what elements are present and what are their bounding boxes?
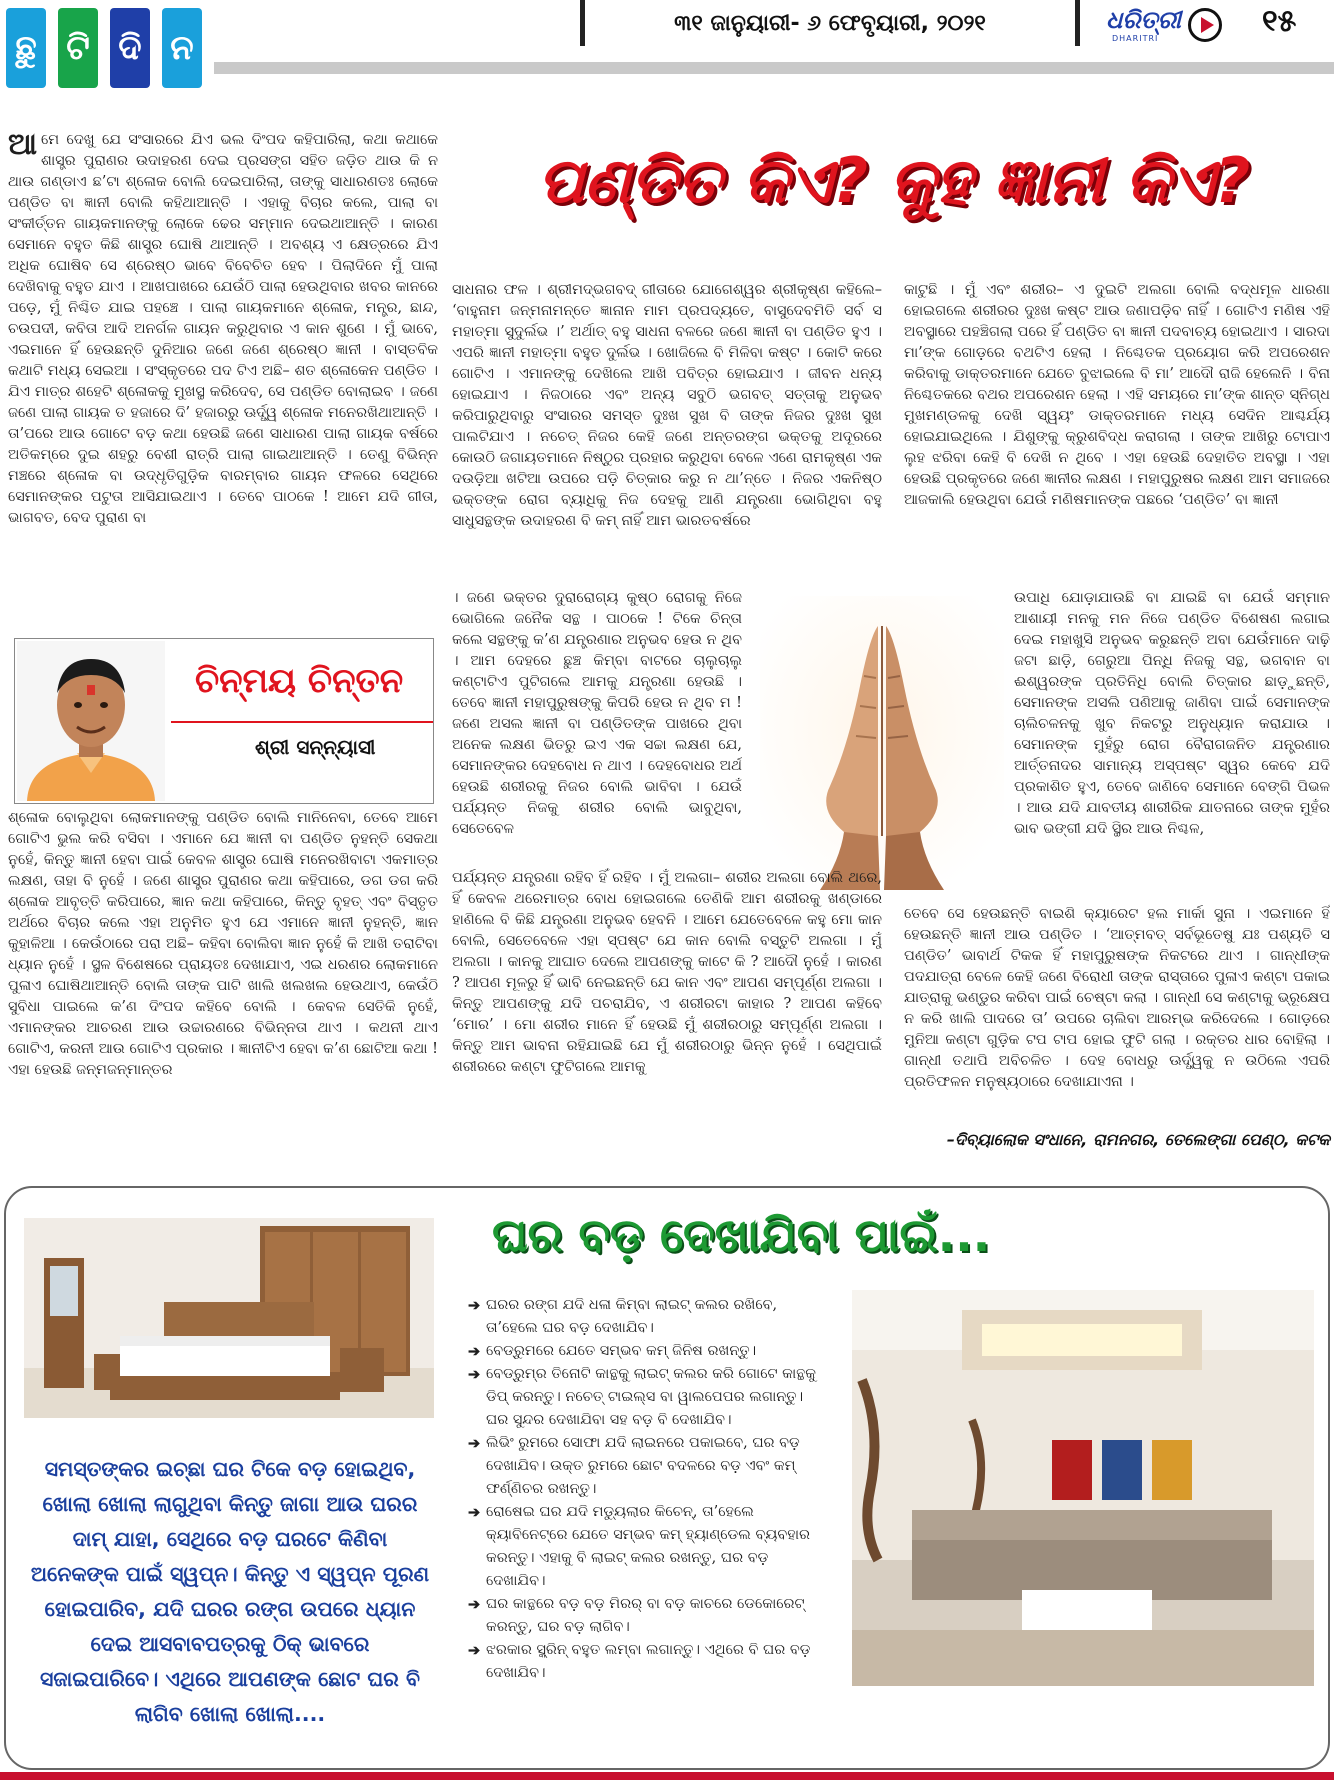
brand-logo-sub: DHARITRI [1112,34,1159,43]
article-text: ପର୍ଯ୍ୟନ୍ତ ଯନ୍ତ୍ରଣା ରହିବ ହିଁ ରହିବ । ମୁଁ ଅଲଗା– ଶରୀର ଅଲଗା ବୋଲି ଥରେ, ହିଁ କେବଳ ଥରେମାତ୍ର ବୋଧ ହୋଇଗଲେ ତେଣିକି ଆମ ଶରୀରକୁ ଖଣ୍ଡାରେ ହାଣିଲେ ବି କିଛି ଯନ୍ତ୍ରଣା ଅନୁଭବ ହେବନି । ଆମେ ଯେତେବେଳେ କହୁ ମୋ କାନ ବୋଲି, ସେତେବେଳେ ଏହା ସ୍ପଷ୍ଟ ଯେ କାନ ବୋଲି ବସ୍ତୁଟି ଅଲଗା । ମୁଁ ଅଲଗା । କାନକୁ ଆଘାତ ଦେଲେ ଆପଣଙ୍କୁ କାଟେ କି ? ଆଦୌ ନୁହେଁ । କାରଣ ? ଆପଣ ମୂଳରୁ ହିଁ ଭାବି ନେଇଛନ୍ତି ଯେ କାନ ଏବଂ ଆପଣ ସମ୍ପୂର୍ଣ୍ଣ ଅଲଗା । କିନ୍ତୁ ଆପଣଙ୍କୁ ଯଦି ପଚରାଯିବ, ଏ ଶରୀରଟା କାହାର ? ଆପଣ କହିବେ ‘ମୋର’ । ମୋ ଶରୀର ମାନେ ହିଁ ହେଉଛି ମୁଁ ଶରୀରଠାରୁ ସମ୍ପୂର୍ଣ୍ଣ ଅଲଗା । କିନ୍ତୁ ଆମ ଭାବନା ରହିଯାଇଛି ଯେ ମୁଁ ଶରୀରଠାରୁ ଭିନ୍ନ ନୁହେଁ । ସେଥିପାଇଁ ଶରୀରରେ କଣ୍ଟା ଫୁଟିଗଲେ ଆମକୁ [452,870,882,1075]
list-item: ➔ ଲିଭିଂ ରୁମରେ ସୋଫା ଯଦି ଲାଇନରେ ପକାଇବେ, ଘର ବଡ଼ ଦେଖାଯିବ। ଉକ୍ତ ରୁମରେ ଛୋଟ ବଦଳରେ ବଡ଼ ଏବଂ କମ୍ ଫର୍ଣ୍ଣିଚର ରଖନ୍ତୁ। [468,1432,828,1501]
feature-title: ଘର ବଡ଼ ଦେଖାଯିବା ପାଇଁ... [492,1208,991,1262]
article-text: । ଜଣେ ଭକ୍ତର ଦୁରାରୋଗ୍ୟ କୁଷ୍ଠ ରୋଗକୁ ନିଜେ ଭୋଗିଲେ ଜନୈକ ସନ୍ଥ । ପାଠକେ ! ଟିକେ ଚିନ୍ତା କଲେ ସନ୍ଥଙ୍କୁ କ’ଣ ଯନ୍ତ୍ରଣାର ଅନୁଭବ ହେଉ ନ ଥିବ । ଆମ ଦେହରେ ଛୁଞ୍ଚ କିମ୍ବା ବାଟରେ ଚାଲୁଚାଲୁ କଣ୍ଟାଟିଏ ପୁଟିଗଲେ ଆମକୁ ଯନ୍ତ୍ରଣା ହେଉଛି । ତେବେ ଜ୍ଞାନୀ ମହାପୁରୁଷଙ୍କୁ କିପରି ହେଉ ନ ଥିବ ମ ! ଜଣେ ଅସଲ ଜ୍ଞାନୀ ବା ପଣ୍ଡିତଙ୍କ ପାଖରେ ଥିବା ଅନେକ ଲକ୍ଷଣ ଭିତରୁ ଇଏ ଏକ ସଚ୍ଚା ଲକ୍ଷଣ ଯେ, ସେମାନଙ୍କର ଦେହବୋଧ ନ ଥାଏ । ଦେହବୋଧର ଅର୍ଥ ହେଉଛି ଶରୀରକୁ ନିଜର ବୋଲି ଭାବିବା । ଯେଉଁ ପର୍ଯ୍ୟନ୍ତ ନିଜକୁ ଶରୀର ବୋଲି ଭାବୁଥିବା, ସେତେବେଳ [452,590,742,837]
article-text: ଶ୍ଳୋକ ବୋଲୁଥିବା ଲୋକମାନଙ୍କୁ ପଣ୍ଡିତ ବୋଲି ମାନିନେବା, ତେବେ ଆମେ ଗୋଟିଏ ଭୁଲ କରି ବସିବା । ଏମାନେ ଯେ ଜ୍ଞାନୀ ବା ପଣ୍ଡିତ ନୁହନ୍ତି ସେକଥା ନୁହେଁ, କିନ୍ତୁ ଜ୍ଞାନୀ ହେବା ପାଇଁ କେବଳ ଶାସ୍ତ୍ର ଘୋଷି ମନେରଖିବାଟା ଏକମାତ୍ର ଲକ୍ଷଣ, ତାହା ବି ନୁହେଁ । ଜଣେ ଶାସ୍ତ୍ର ପୁରାଣର କଥା କହିପାରେ, ଡଗ ଡଗ କରି ଶ୍ଳୋକ ଆବୃତ୍ତି କରିପାରେ, ଜ୍ଞାନ କଥା କହିପାରେ, କିନ୍ତୁ ବୃହତ୍ ଏବଂ ବିସ୍ତୃତ ଅର୍ଥରେ ବିଚାର କଲେ ଏହା ଅନୁମିତ ହୁଏ ଯେ ଏମାନେ ଜ୍ଞାନୀ ନୁହନ୍ତି, ଜ୍ଞାନ କୁହାଳିଆ । କେଉଁଠାରେ ପରା ଅଛି– କହିବା ବୋଲିବା ଜ୍ଞାନ ନୁହେଁ କି ଆଖି ତରାଟିବା ଧ୍ୟାନ ନୁହେଁ । ସ୍ଥଳ ବିଶେଷରେ ପ୍ରାୟତଃ ଦେଖାଯାଏ, ଏଇ ଧରଣର ଲୋକମାନେ ପୁଳାଏ ଘୋଷିଥାଆନ୍ତି ବୋଲି ତାଙ୍କ ପାଟି ଖାଲି ଖଲଖଲ ହେଉଥାଏ, କେଉଁଠି ସୁବିଧା ପାଇଲେ କ’ଣ ଦିଂପଦ କହିବେ ବୋଲି । କେବଳ ସେତିକି ନୁହେଁ, ଏମାନଙ୍କର ଆଚରଣ ଆଉ ଉଚ୍ଚାରଣରେ ବିଭିନ୍ନତା ଥାଏ । କଥନୀ ଥାଏ ଗୋଟିଏ, କରନୀ ଆଉ ଗୋଟିଏ ପ୍ରକାର । ଜ୍ଞାନୀଟିଏ ହେବା କ’ଣ ଛୋଟିଆ କଥା ! ଏହା ହେଉଛି ଜନ୍ମଜନ୍ମାନ୍ତର [8,810,438,1078]
author-photo [17,641,165,801]
arrow-icon: ➔ [468,1343,481,1360]
section-tile-1: ଛୁ [6,8,46,88]
column-byline [14,638,434,804]
arrow-icon: ➔ [468,1504,481,1521]
feature-box [4,1186,1330,1770]
footer-bar [0,1772,1334,1780]
arrow-icon: ➔ [468,1642,481,1659]
header-rule [214,62,1334,74]
play-icon [1188,8,1222,42]
section-tile-2: ଟି [58,8,98,88]
article-column-right-2 [1014,588,1330,906]
list-item: ➔ ଘରର ରଙ୍ଗ ଯଦି ଧଳା କିମ୍ବା ଲାଇଟ୍ କଲର ରଖିବେ, ତା’ହେଲେ ଘର ବଡ଼ ଦେଖାଯିବ। [468,1294,828,1340]
bedroom-image [24,1218,434,1418]
article-signature: –ଦିବ୍ୟାଲୋକ ସଂଧାନେ, ରାମନଗର, ତେଲେଙ୍ଗା ପେଣ୍ଠ, କଟକ [946,1130,1330,1149]
issue-date: ୩୧ ଜାନୁୟାରୀ- ୬ ଫେବୃୟାରୀ, ୨୦୨୧ [580,0,1080,46]
article-column-left-2 [8,808,438,1160]
column-name: ଚିନ୍ମୟ ଚିନ୍ତନ [195,661,404,701]
article-text: କାଟୁଛି । ମୁଁ ଏବଂ ଶରୀର– ଏ ଦୁଇଟି ଅଲଗା ବୋଲି ବଦ୍ଧମୂଳ ଧାରଣା ହୋଇଗଲେ ଶରୀରର ଦୁଃଖ କଷ୍ଟ ଆଉ ଜଣାପଡ଼ିବ ନାହିଁ । ଗୋଟିଏ ମଣିଷ ଏହି ଅବସ୍ଥାରେ ପହଞ୍ଚିଗଲା ପରେ ହିଁ ପଣ୍ଡିତ ବା ଜ୍ଞାନୀ ପଦବାଚ୍ୟ ହୋଇଥାଏ । ସାରଦା ମା’ଙ୍କ ଗୋଡ଼ରେ ବଥଟିଏ ହେଲା । ନିଶ୍ଚେତକ ପ୍ରୟୋଗ କରି ଅପରେଶନ କରିବାକୁ ଡାକ୍ତରମାନେ ଯେତେ ବୁଝାଇଲେ ବି ମା’ ଆଦୌ ରାଜି ହେଲେନି । ବିନା ନିଶ୍ଚେତକରେ ବଥର ଅପରେଶନ ହେଲା । ଏହି ସମୟରେ ମା’ଙ୍କ ଶାନ୍ତ ସ୍ନିଗ୍ଧ ମୁଖମଣ୍ଡଳକୁ ଦେଖି ସ୍ୱୟଂ ଡାକ୍ତରମାନେ ମଧ୍ୟ ସେଦିନ ଆଶ୍ଚର୍ଯ୍ୟ ହୋଇଯାଇଥିଲେ । ଯିଶୁଙ୍କୁ କ୍ରୁଶବିଦ୍ଧ କରାଗଲା । ତାଙ୍କ ଆଖିରୁ ଟୋପାଏ ଲୁହ ଝରିବା କେହି ବି ଦେଖି ନ ଥିବେ । ଏହା ହେଉଛି ଦେହାତିତ ଅବସ୍ଥା । ଏହା ହେଉଛି ପ୍ରକୃତରେ ଜଣେ ଜ୍ଞାନୀର ଲକ୍ଷଣ । ମହାପୁରୁଷର ଲକ୍ଷଣ ଆମ ସମାଜରେ ଆଜକାଲି ହେଉଥିବା ଯେଉଁ ମଣିଷମାନଙ୍କ ପଛରେ ‘ପଣ୍ଡିତ’ ବା ଜ୍ଞାନୀ [904,282,1330,508]
brand-logo: ଧରିତ୍ରୀ [1106,6,1181,34]
list-item: ➔ ବେଡ୍‌ରୁମ୍‌ର ତିନୋଟି କାନ୍ଥକୁ ଲାଇଟ୍ କଲର କରି ଗୋଟେ କାନ୍ଥକୁ ଡିପ୍ କରନ୍ତୁ। ନଚେତ୍ ଟାଇଲ୍ସ ବା ୱାଲପେପର ଲଗାନ୍ତୁ। ଘର ସୁନ୍ଦର ଦେଖାଯିବା ସହ ବଡ଼ ବି ଦେଖାଯିବ। [468,1363,828,1432]
article-text: ମେ ଦେଖୁ ଯେ ସଂସାରରେ ଯିଏ ଭଲ ଦିଂପଦ କହିପାରିଲା, କଥା କଥାକେ ଶାସ୍ତ୍ର ପୁରାଣର ଉଦାହରଣ ଦେଇ ପ୍ରସଙ୍ଗ ସହିତ ଜଡ଼ିତ ଥାଉ କି ନ ଥାଉ ଗଣ୍ଡାଏ ଛ’ଟା ଶ୍ଳୋକ ବୋଲି ଦେଇପାରିଲା, ତାଙ୍କୁ ସାଧାରଣତଃ ଲୋକେ ପଣ୍ଡିତ ବା ଜ୍ଞାନୀ ବୋଲି କହିଥାଆନ୍ତି । ଏହାକୁ ବିଚାର କଲେ, ପାଲା ବା ସଂକୀର୍ତ୍ତନ ଗାୟକମାନଙ୍କୁ ଲୋକେ ଢେର ସମ୍ମାନ ଦେଇଥାଆନ୍ତି । କାରଣ ସେମାନେ ବହୁତ କିଛି ଶାସ୍ତ୍ର ଘୋଷି ଥାଆନ୍ତି । ଅବଶ୍ୟ ଏ କ୍ଷେତ୍ରରେ ଯିଏ ଅଧିକ ଘୋଷିବ ସେ ଶ୍ରେଷ୍ଠ ଭାବେ ବିବେଚିତ ହେବ । ପିଲାଦିନେ ମୁଁ ପାଲା ଦେଖିବାକୁ ବହୁତ ଯାଏ । ଆଖପାଖରେ ଯେଉଁଠି ପାଲା ହେଉଥିବାର ଖବର କାନରେ ପଡ଼େ, ମୁଁ ନିଶ୍ଚିତ ଯାଇ ପହଞ୍ଚେ । ପାଲା ଗାୟକମାନେ ଶ୍ଳୋକ, ମନ୍ତ୍ର, ଛାନ୍ଦ, ଚଉପଦୀ, କବିତା ଆଦି ଅନର୍ଗଳ ଗାୟନ କରୁଥିବାର ଏ କାନ ଶୁଣେ । ମୁଁ ଭାବେ, ଏଇମାନେ ହିଁ ହେଉଛନ୍ତି ଦୁନିଆର ଜଣେ ଜଣେ ଶ୍ରେଷ୍ଠ ଜ୍ଞାନୀ । ବାସ୍ତବିକ କଥାଟି ମଧ୍ୟ ସେଇଆ । ସଂସ୍କୃତରେ ପଦ ଟିଏ ଅଛି– ଶତ ଶ୍ଳୋକେନ ପଣ୍ଡିତ । ଯିଏ ମାତ୍ର ଶହେଟି ଶ୍ଳୋକକୁ ମୁଖସ୍ଥ କରିଦେବ, ସେ ପଣ୍ଡିତ ବୋଲାଇବ । ଜଣେ ଜଣେ ପାଲା ଗାୟକ ତ ହଜାରେ ଦି’ ହଜାରରୁ ଊର୍ଦ୍ଧ୍ୱ ଶ୍ଳୋକ ମନେରଖିଥାଆନ୍ତି । ତା’ପରେ ଆଉ ଗୋଟେ ବଡ଼ କଥା ହେଉଛି ଜଣେ ସାଧାରଣ ପାଲା ଗାୟକ ବର୍ଷରେ ଅତିକମ୍‌ରେ ଦୁଇ ଶହରୁ ବେଶୀ ରାତ୍ରି ପାଲା ଗାଇଥାଆନ୍ତି । ତେଣୁ ବିଭିନ୍ନ ମଞ୍ଚରେ ଶ୍ଳୋକ ବା ଉଦ୍ଧୃତିଗୁଡ଼ିକ ବାରମ୍ବାର ଗାୟନ ଫଳରେ ସେଥିରେ ସେମାନଙ୍କର ପଟୁତା ଆସିଯାଇଥାଏ । ତେବେ ପାଠକେ ! ଆମେ ଯଦି ଗୀତା, ଭାଗବତ, ବେଦ ପୁରାଣ ବା [8,132,438,526]
tips-list [468,1294,828,1685]
praying-hands-image [760,596,1004,890]
article-column-middle-3 [452,868,882,1160]
drop-cap: ଆ [8,130,38,162]
list-item: ➔ ଝରକାର ସ୍କ୍ରିନ୍ ବହୁତ ଲମ୍ବା ଲଗାନ୍ତୁ। ଏଥିରେ ବି ଘର ବଡ଼ ଦେଖାଯିବ। [468,1639,828,1685]
section-tile-4: ନ [162,8,202,88]
list-item: ➔ ଘର କାନ୍ଥରେ ବଡ଼ ବଡ଼ ମିରର୍ ବା ବଡ଼ କାଚରେ ଡେକୋରେଟ୍ କରନ୍ତୁ, ଘର ବଡ଼ ଲାଗିବ। [468,1593,828,1639]
arrow-icon: ➔ [468,1435,481,1452]
list-item: ➔ ରୋଷେଇ ଘର ଯଦି ମଡ୍ୟୁଲାର କିଚେନ୍, ତା’ହେଲେ କ୍ୟାବିନେଟ୍‌ରେ ଯେତେ ସମ୍ଭବ କମ୍ ହ୍ୟାଣ୍ଡେଲ ବ୍ୟବହାର କରନ୍ତୁ। ଏହାକୁ ବି ଲାଇଟ୍ କଲର ରଖନ୍ତୁ, ଘର ବଡ଼ ଦେଖାଯିବ। [468,1501,828,1593]
article-text: ଉପାଧି ଯୋଡ଼ାଯାଉଛି ବା ଯାଇଛି ବା ଯେଉଁ ସମ୍ମାନ ଆଶାୟୀ ମନକୁ ମନ ନିଜେ ପଣ୍ଡିତ ବିଶେଷଣ ଲଗାଇ ଦେଇ ମହାଖୁସି ଅନୁଭବ କରୁଛନ୍ତି ଅବା ଯେଉଁମାନେ ଦାଢ଼ି ଜଟା ଛାଡ଼ି, ଗେରୁଆ ପିନ୍ଧି ନିଜକୁ ସନ୍ଥ, ଭଗବାନ ବା ଈଶ୍ୱରଙ୍କ ପ୍ରତିନିଧି ବୋଲି ଚିତ୍କାର ଛାଡ଼ୁଛନ୍ତି, ସେମାନଙ୍କ ଅସଲି ପଣିଆକୁ ଜାଣିବା ପାଇଁ ସେମାନଙ୍କ ଚାଲିଚଳନକୁ ଖୁବ ନିକଟରୁ ଅନୁଧ୍ୟାନ କରାଯାଉ । ସେମାନଙ୍କ ମୁହଁରୁ ରୋଗ ବୈରାଗଜନିତ ଯନ୍ତ୍ରଣାର ଆର୍ତ୍ତନାଦର ସାମାନ୍ୟ ଅସ୍ପଷ୍ଟ ସ୍ୱର କେବେ ଯଦି ପ୍ରକାଶିତ ହୁଏ, ତେବେ ଜାଣିବେ ସେମାନେ ବେଙ୍ଗି ପିଭଳ । ଆଉ ଯଦି ଯାବତୀୟ ଶାରୀରିକ ଯାତନାରେ ତାଙ୍କ ମୁହଁର ଭାବ ଭଙ୍ଗୀ ଯଦି ସ୍ଥିର ଆଉ ନିଶ୍ଚଳ, [1014,590,1330,837]
arrow-icon: ➔ [468,1297,481,1314]
article-headline: ପଣ୍ଡିତ କିଏ? କୁହ ଜ୍ଞାନୀ କିଏ? [537,144,1251,217]
feature-intro: ସମସ୍ତଙ୍କର ଇଚ୍ଛା ଘର ଟିକେ ବଡ଼ ହୋଇଥିବ, ଖୋଲା ଖୋଲା ଲାଗୁଥିବା କିନ୍ତୁ ଜାଗା ଆଉ ଘରର ଦାମ୍ ଯାହା, ସେଥିରେ ବଡ଼ ଘରଟେ କିଣିବା ଅନେକଙ୍କ ପାଇଁ ସ୍ୱପ୍ନ। କିନ୍ତୁ ଏ ସ୍ୱପ୍ନ ପୂରଣ ହୋଇପାରିବ, ଯଦି ଘରର ରଙ୍ଗ ଉପରେ ଧ୍ୟାନ ଦେଇ ଆସବାବପତ୍ରକୁ ଠିକ୍ ଭାବରେ ସଜାଇପାରିବେ। ଏଥିରେ ଆପଣଙ୍କ ଛୋଟ ଘର ବି ଲାଗିବ ଖୋଲା ଖୋଲା.... [30,1457,430,1726]
list-item: ➔ ବେଡ୍‌ରୁମରେ ଯେତେ ସମ୍ଭବ କମ୍ ଜିନିଷ ରଖନ୍ତୁ। [468,1340,828,1363]
article-column-left-1 [8,130,438,600]
arrow-icon: ➔ [468,1596,481,1613]
author-name: ଶ୍ରୀ ସନ୍ନ୍ୟାସୀ [255,735,376,759]
page-number: ୧୫ [1262,4,1297,39]
section-tile-3: ଦି [110,8,150,88]
article-column-middle-2 [452,588,742,870]
article-column-right-3 [904,904,1330,1126]
article-column-middle-1 [452,280,882,580]
article-text: ସାଧନାର ଫଳ । ଶ୍ରୀମଦ୍‌ଭଗବଦ୍ ଗୀତାରେ ଯୋଗେଶ୍ୱର ଶ୍ରୀକୃଷ୍ଣ କହିଲେ– ‘ବାହୁନାମ ଜନ୍ମନାମନ୍ତେ ଜ୍ଞାନାନ ମାମ ପ୍ରପଦ୍ୟତେ, ବାସୁଦେବମିତି ସର୍ବ ସ ମହାତ୍ମା ସୁଦୁର୍ଲଭ ।’ ଅର୍ଥାତ୍ ବହୁ ସାଧନା ବଳରେ ଜଣେ ଜ୍ଞାନୀ ବା ପଣ୍ଡିତ ହୁଏ । ଏପରି ଜ୍ଞାନୀ ମହାତ୍ମା ବହୁତ ଦୁର୍ଲଭ । ଖୋଜିଲେ ବି ମିଳିବା କଷ୍ଟ । କୋଟି କରେ ଗୋଟିଏ । ଏମାନଙ୍କୁ ଦେଖିଲେ ଆଖି ପବିତ୍ର ହୋଇଯାଏ । ଜୀବନ ଧନ୍ୟ ହୋଇଯାଏ । ନିଜଠାରେ ଏବଂ ଅନ୍ୟ ସବୁଠି ଭଗବତ୍ ସତ୍ତାକୁ ଅନୁଭବ କରିପାରୁଥିବାରୁ ସଂସାରର ସମସ୍ତ ଦୁଃଖ ସୁଖ ବି ତାଙ୍କ ନିଜର ଦୁଃଖ ସୁଖ ପାଲଟିଯାଏ । ନଚେତ୍ ନିଜର କେହି ଜଣେ ଅନ୍ତରଙ୍ଗ ଭକ୍ତକୁ ଅଦୂରରେ କୋଉଠି ଜଗାୟତମାନେ ନିଷ୍ଠୁର ପ୍ରହାର କରୁଥିବା ବେଳେ ଏଣେ ରାମକୃଷ୍ଣ ଏକ ଦଉଡ଼ିଆ ଖଟିଆ ଉପରେ ପଡ଼ି ଚିତ୍କାର କରୁ ନ ଥା’ନ୍ତେ । ନିଜର ଏକନିଷ୍ଠ ଭକ୍ତଙ୍କ ରୋଗ ବ୍ୟାଧିକୁ ନିଜ ଦେହକୁ ଆଣି ଯନ୍ତ୍ରଣା ଭୋଗିଥିବା ବହୁ ସାଧୁସନ୍ଥଙ୍କ ଉଦାହରଣ ବି କମ୍ ନାହିଁ ଆମ ଭାରତବର୍ଷରେ [452,282,882,529]
byline-rule [171,721,433,723]
page-header [0,0,1334,92]
article-column-right-1 [904,280,1330,580]
article-text: ତେବେ ସେ ହେଉଛନ୍ତି ବାଇଶି କ୍ୟାରେଟ ହଲ ମାର୍କା ସୁନା । ଏଇମାନେ ହିଁ ହେଉଛନ୍ତି ଜ୍ଞାନୀ ଆଉ ପଣ୍ଡିତ । ‘ଆତ୍ମବତ୍ ସର୍ବଭୂତେଷୁ ଯଃ ପଶ୍ୟତି ସ ପଣ୍ଡିତ’ ଭାବାର୍ଥ ଟିକକ ହିଁ ମହାପୁରୁଷଙ୍କ ନିକଟରେ ଥାଏ । ଗାନ୍ଧୀଙ୍କ ପଦଯାତ୍ରା ବେଳେ କେହି ଜଣେ ବିରୋଧୀ ତାଙ୍କ ରାସ୍ତାରେ ପୁଳାଏ କଣ୍ଟା ପକାଇ ଯାତ୍ରାକୁ ଭଣ୍ଡୁର କରିବା ପାଇଁ ଚେଷ୍ଟା କଲା । ଗାନ୍ଧୀ ସେ କଣ୍ଟାକୁ ଭ୍ରୂକ୍ଷେପ ନ କରି ଖାଲି ପାଦରେ ତା’ ଉପରେ ଚାଲିବା ଆରମ୍ଭ କରିଦେଲେ । ଗୋଡ଼ରେ ମୁନିଆ କଣ୍ଟା ଗୁଡ଼ିକ ଟପ ଟାପ ହୋଇ ଫୁଟି ଗଲା । ରକ୍ତର ଧାର ବୋହିଲା । ଗାନ୍ଧୀ ତଥାପି ଅବିଚଳିତ । ଦେହ ବୋଧରୁ ଊର୍ଦ୍ଧ୍ୱକୁ ନ ଉଠିଲେ ଏପରି ପ୍ରତିଫଳନ ମନୁଷ୍ୟଠାରେ ଦେଖାଯାଏନା । [904,906,1330,1090]
living-room-image [852,1290,1314,1686]
arrow-icon: ➔ [468,1366,481,1383]
